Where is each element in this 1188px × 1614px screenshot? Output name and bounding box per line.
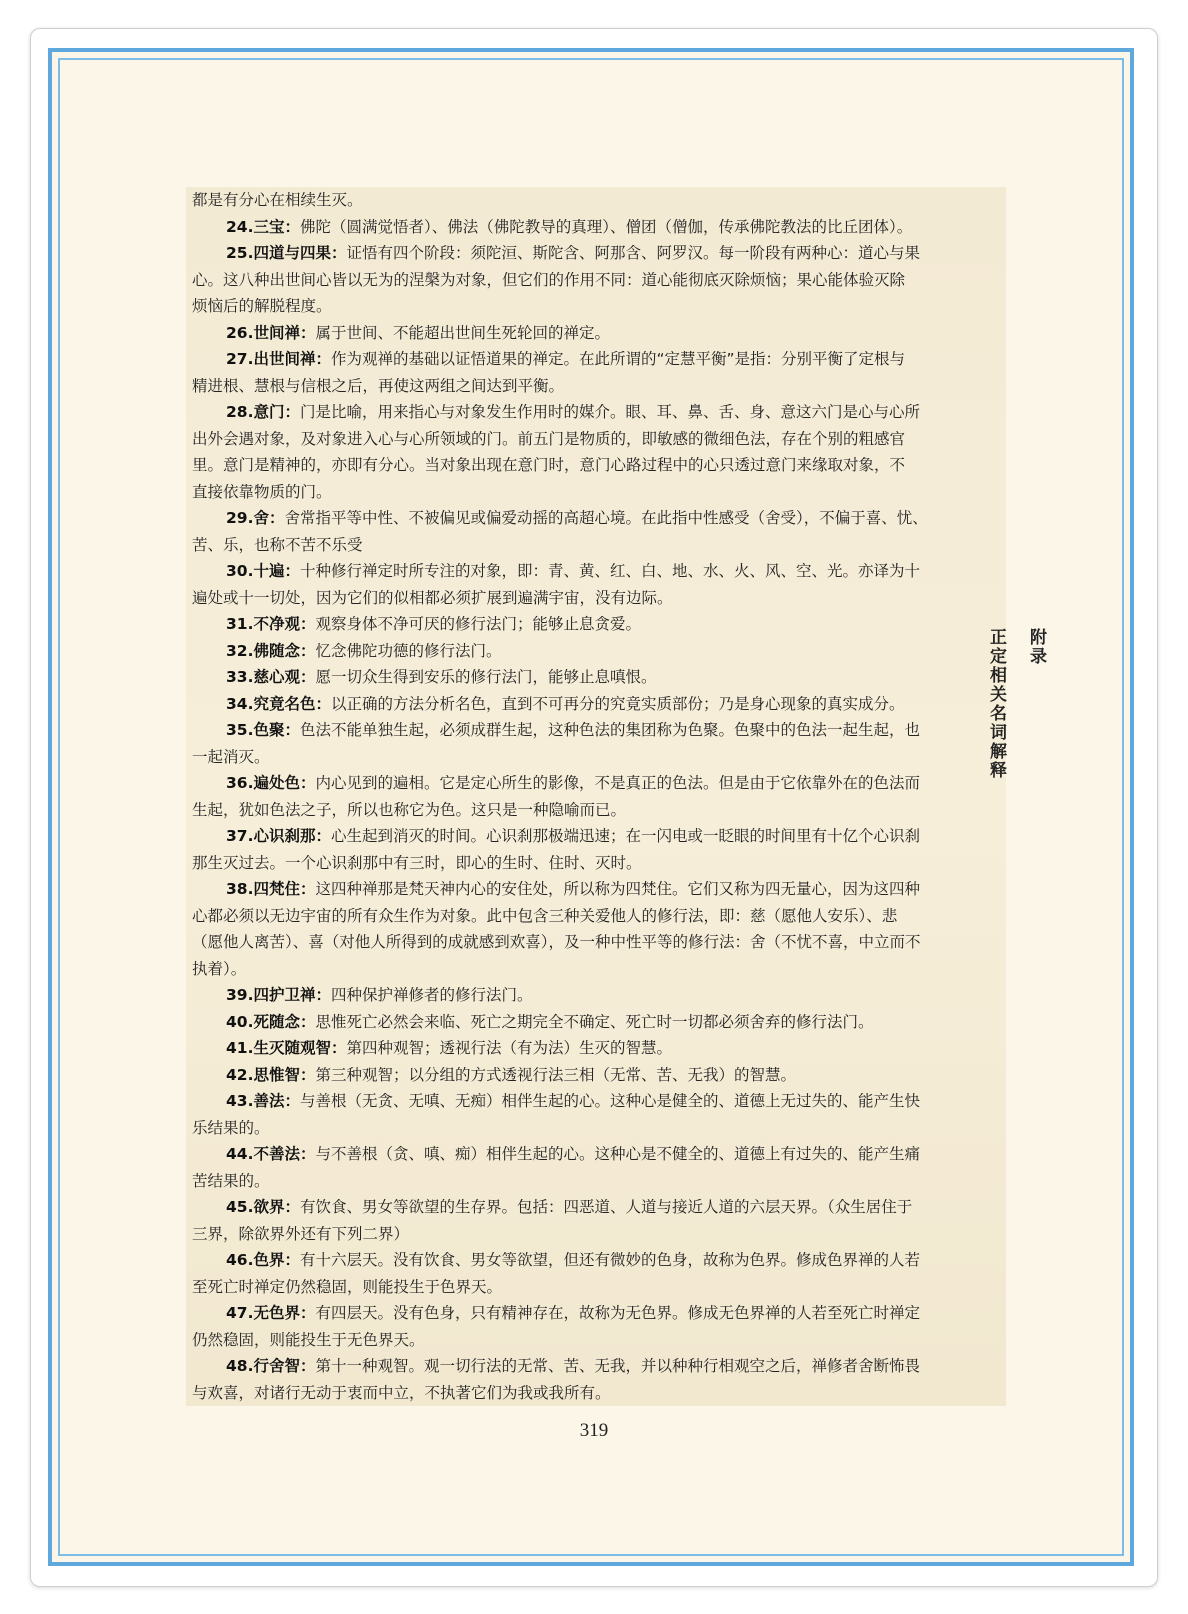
glossary-term: 30.十遍： [226,562,300,580]
glossary-term: 32.佛随念： [226,641,316,660]
glossary-term: 37.心识刹那： [226,827,331,845]
glossary-term: 24.三宝： [226,217,300,236]
glossary-definition: 至死亡时禅定仍然稳固，则能投生于色界天。 [192,1277,503,1296]
text-line [192,1035,1000,1062]
text-line [192,240,1000,267]
text-line [192,823,1000,850]
glossary-definition: 执着）。 [192,959,247,978]
glossary-term: 25.四道与四果： [226,244,347,262]
glossary-definition: 门是比喻，用来指心与对象发生作用时的媒介。眼、耳、鼻、舌、身、意这六门是心与心所 [299,403,920,421]
glossary-term: 48.行舍智： [226,1357,316,1375]
glossary-definition: 心。这八种出世间心皆以无为的涅槃为对象，但它们的作用不同：道心能彻底灭除烦恼；果心能体验灭除 [192,270,906,289]
text-line [192,452,1000,479]
glossary-definition: 思惟死亡必然会来临、死亡之期完全不确定、死亡时一切都必须舍弃的修行法门。 [315,1012,874,1031]
text-line [192,982,1000,1009]
text-line [192,399,1000,426]
text-line [192,638,1000,665]
glossary-definition: 以正确的方法分析名色，直到不可再分的究竟实质部份；乃是身心现象的真实成分。 [330,694,905,713]
glossary-term: 29.舍： [226,509,285,527]
glossary-term: 39.四护卫禅： [226,986,331,1004]
glossary-definition: 生起，犹如色法之子，所以也称它为色。这只是一种隐喻而已。 [192,800,627,819]
glossary-definition: 观察身体不净可厌的修行法门；能够止息贪爱。 [315,615,641,633]
glossary-definition: 与欢喜，对诸行无动于衷而中立，不执著它们为我或我所有。 [192,1383,611,1402]
text-line [192,929,1000,956]
glossary-definition: 里。意门是精神的，亦即有分心。当对象出现在意门时，意门心路过程中的心只透过意门来缘取对象，不 [192,456,906,474]
side-chapter-title [986,628,1056,780]
glossary-definition: 愿一切众生得到安乐的修行法门，能够止息嗔恨。 [315,668,657,686]
glossary-term: 28.意门： [226,403,300,421]
text-line [192,770,1000,797]
glossary-definition: 证悟有四个阶段：须陀洹、斯陀含、阿那含、阿罗汉。每一阶段有两种心：道心与果 [346,244,920,262]
glossary-definition: 这四种禅那是梵天神内心的安住处，所以称为四梵住。它们又称为四无量心，因为这四种 [315,880,920,898]
glossary-definition: 精进根、慧根与信根之后，再使这两组之间达到平衡。 [192,376,565,395]
glossary-definition: 烦恼后的解脱程度。 [192,297,332,315]
glossary-term: 31.不净观： [226,615,316,633]
glossary-definition: 心生起到消灭的时间。心识刹那极端迅速；在一闪电或一眨眼的时间里有十亿个心识刹 [330,827,920,845]
text-line [192,532,1000,559]
glossary-term: 43.善法： [226,1092,300,1110]
glossary-definition: 第四种观智；透视行法（有为法）生灭的智慧。 [346,1039,672,1057]
glossary-definition: 有饮食、男女等欲望的生存界。包括：四恶道、人道与接近人道的六层天界。（众生居住于 [299,1198,913,1216]
side-title-heading: 正定相关名词解释 [986,628,1006,780]
text-line [192,1194,1000,1221]
glossary-definition: 直接依靠物质的门。 [192,482,332,501]
glossary-definition: 有四层天。没有色身，只有精神存在，故称为无色界。修成无色界禅的人若至死亡时禅定 [315,1304,920,1322]
glossary-definition: 与善根（无贪、无嗔、无痴）相伴生起的心。这种心是健全的、道德上无过失的、能产生快 [299,1092,920,1110]
text-line [192,1380,1000,1407]
glossary-definition: 都是有分心在相续生灭。 [192,191,363,209]
side-title-appendix: 附录 [1026,628,1046,666]
glossary-term: 38.四梵住： [226,880,316,898]
page-number: 319 [579,1420,609,1441]
glossary-definition: 第三种观智；以分组的方式透视行法三相（无常、苦、无我）的智慧。 [315,1065,796,1084]
glossary-definition: 有十六层天。没有饮食、男女等欲望，但还有微妙的色身，故称为色界。修成色界禅的人若 [299,1251,920,1269]
glossary-term: 35.色聚： [226,721,300,739]
text-line [192,850,1000,877]
text-line [192,479,1000,506]
text-line [192,1088,1000,1115]
glossary-definition: 作为观禅的基础以证悟道果的禅定。在此所谓的“定慧平衡”是指：分别平衡了定根与 [330,350,906,368]
text-line [192,744,1000,771]
glossary-term: 34.究竟名色： [226,694,331,713]
text-line [192,691,1000,718]
glossary-definition: 色法不能单独生起，必须成群生起，这种色法的集团称为色聚。色聚中的色法一起生起，也 [299,721,920,739]
text-line [192,717,1000,744]
glossary-term: 47.无色界： [226,1304,316,1322]
glossary-definition: 佛陀（圆满觉悟者）、佛法（佛陀教导的真理）、僧团（僧伽，传承佛陀教法的比丘团体）。 [299,217,913,236]
text-line [192,373,1000,400]
glossary-definition: 属于世间、不能超出世间生死轮回的禅定。 [315,323,610,342]
glossary-term: 26.世间禅： [226,323,316,342]
glossary-term: 46.色界： [226,1251,300,1269]
glossary-definition: 心都必须以无边宇宙的所有众生作为对象。此中包含三种关爱他人的修行法，即：慈（愿他人安乐）、悲 [192,906,898,925]
text-line [192,876,1000,903]
glossary-term: 42.思惟智： [226,1065,316,1084]
text-line [192,956,1000,983]
text-line [192,1327,1000,1354]
text-line [192,267,1000,294]
glossary-term: 40.死随念： [226,1012,316,1031]
text-line [192,346,1000,373]
glossary-definition: 忆念佛陀功德的修行法门。 [315,641,502,660]
text-line [192,1300,1000,1327]
text-line [192,1168,1000,1195]
glossary-definition: 十种修行禅定时所专注的对象，即：青、黄、红、白、地、水、火、风、空、光。亦译为十 [299,562,920,580]
glossary-definition: 第十一种观智。观一切行法的无常、苦、无我，并以种种行相观空之后，禅修者舍断怖畏 [315,1357,920,1375]
glossary-definition: 苦结果的。 [192,1171,270,1190]
glossary-text-block [186,187,1006,1406]
glossary-definition: （愿他人离苦）、喜（对他人所得到的成就感到欢喜），及一种中性平等的修行法：舍（不忧不喜，中立而不 [192,933,921,951]
glossary-term: 44.不善法： [226,1145,316,1163]
glossary-definition: 三界，除欲界外还有下列二界） [192,1224,410,1243]
text-line [192,558,1000,585]
text-line [192,1009,1000,1036]
text-line [192,611,1000,638]
text-line [192,1353,1000,1380]
glossary-definition: 一起消灭。 [192,747,270,766]
glossary-definition: 遍处或十一切处，因为它们的似相都必须扩展到遍满宇宙，没有边际。 [192,588,673,607]
text-line [192,320,1000,347]
glossary-term: 41.生灭随观智： [226,1039,347,1057]
text-line [192,1274,1000,1301]
glossary-term: 33.慈心观： [226,668,316,686]
text-line [192,214,1000,241]
glossary-definition: 苦、乐，也称不苦不乐受 [192,535,363,554]
text-line [192,1062,1000,1089]
glossary-term: 27.出世间禅： [226,350,331,368]
glossary-definition: 内心见到的遍相。它是定心所生的影像，不是真正的色法。但是由于它依靠外在的色法而 [315,774,920,792]
text-line [192,1247,1000,1274]
text-line [192,797,1000,824]
glossary-definition: 与不善根（贪、嗔、痴）相伴生起的心。这种心是不健全的、道德上有过失的、能产生痛 [315,1145,920,1163]
text-line [192,1221,1000,1248]
glossary-definition: 四种保护禅修者的修行法门。 [330,986,533,1004]
text-line [192,187,1000,214]
glossary-term: 36.遍处色： [226,774,316,792]
text-line [192,585,1000,612]
glossary-definition: 乐结果的。 [192,1118,270,1137]
glossary-term: 45.欲界： [226,1198,300,1216]
glossary-definition: 舍常指平等中性、不被偏见或偏爱动摇的高超心境。在此指中性感受（舍受），不偏于喜、忧、 [284,509,928,527]
glossary-definition: 那生灭过去。一个心识刹那中有三时，即心的生时、住时、灭时。 [192,853,642,872]
text-line [192,505,1000,532]
text-line [192,1115,1000,1142]
text-line [192,293,1000,320]
glossary-definition: 出外会遇对象，及对象进入心与心所领域的门。前五门是物质的，即敏感的微细色法，存在个别的粗感官 [192,429,906,448]
text-line [192,903,1000,930]
glossary-definition: 仍然稳固，则能投生于无色界天。 [192,1330,425,1349]
text-line [192,664,1000,691]
text-line [192,1141,1000,1168]
text-line [192,426,1000,453]
